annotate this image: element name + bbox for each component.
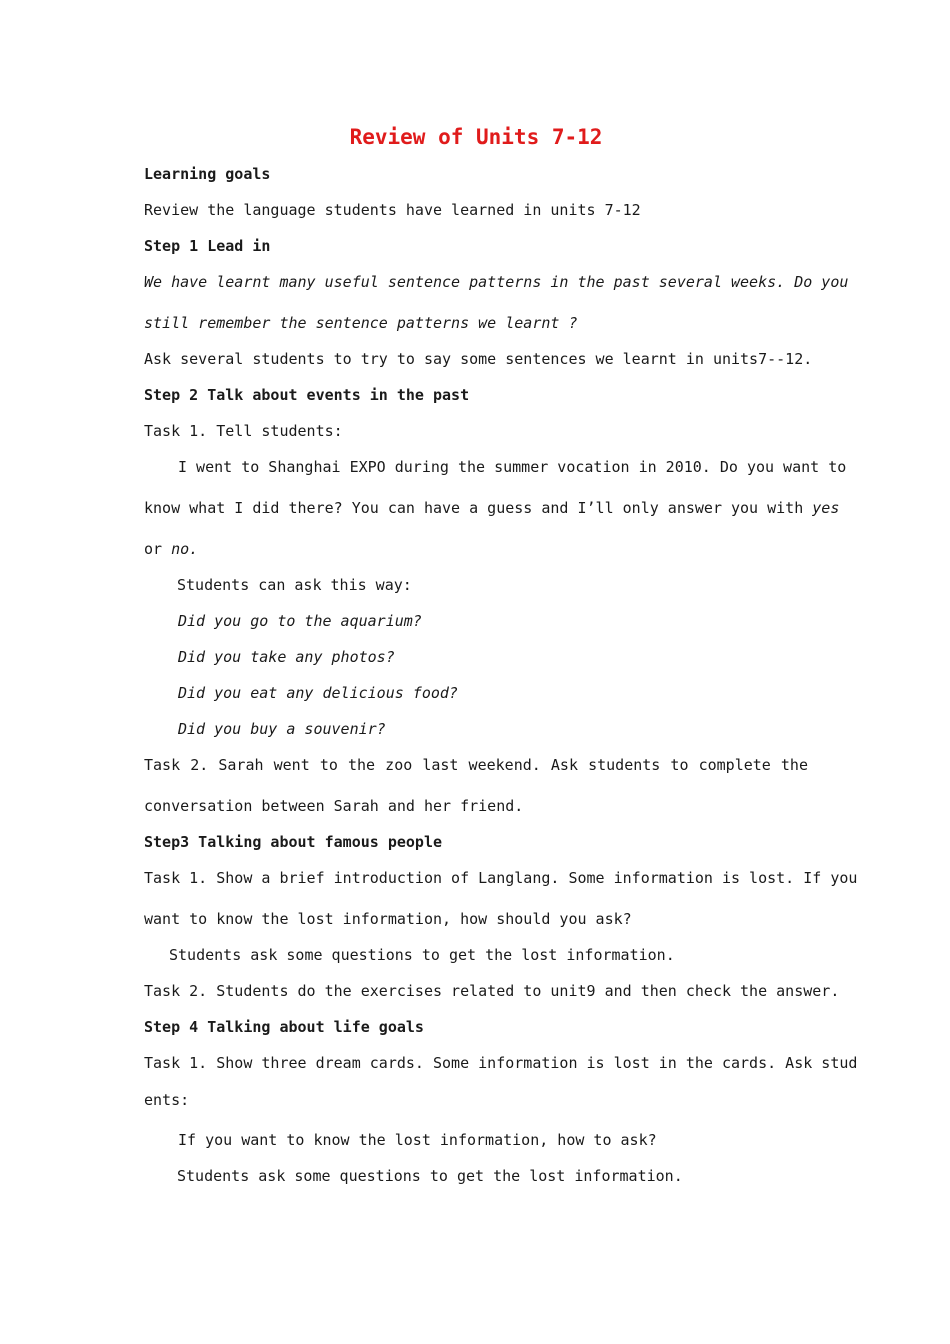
step2-paragraph-line2 xyxy=(144,498,840,518)
step2-task1-label: Task 1. Tell students: xyxy=(144,422,343,440)
learning-goals-heading: Learning goals xyxy=(144,165,271,183)
step2-heading: Step 2 Talk about events in the past xyxy=(144,386,470,404)
learning-goals-text: Review the language students have learned in units 7-12 xyxy=(144,201,641,219)
step2-ask-intro: Students can ask this way: xyxy=(177,576,412,594)
step3-task1-line2: want to know the lost information, how should you ask? xyxy=(144,910,632,928)
step3-heading: Step3 Talking about famous people xyxy=(144,833,443,851)
page-title: Review of Units 7-12 xyxy=(349,125,603,149)
step4-ask-line: If you want to know the lost information, how to ask? xyxy=(178,1131,657,1149)
step2-question: Did you eat any delicious food? xyxy=(178,684,458,702)
step4-task1-line1: Task 1. Show three dream cards. Some information is lost in the cards. Ask stud xyxy=(144,1054,858,1072)
step3-students-line: Students ask some questions to get the lost information. xyxy=(169,946,675,964)
step1-heading: Step 1 Lead in xyxy=(144,237,271,255)
step3-task1-line1: Task 1. Show a brief introduction of Langlang. Some information is lost. If you xyxy=(144,869,858,887)
step4-heading: Step 4 Talking about life goals xyxy=(144,1018,424,1036)
step3-task2: Task 2. Students do the exercises related to unit9 and then check the answer. xyxy=(144,982,840,1000)
step2-paragraph-line3 xyxy=(144,539,198,559)
step2-paragraph-line3-text: or xyxy=(144,540,172,558)
answer-no: no. xyxy=(171,540,199,558)
step2-question: Did you go to the aquarium? xyxy=(178,612,422,630)
step2-task2-line1: Task 2. Sarah went to the zoo last weekend. Ask students to complete the xyxy=(144,756,808,774)
step2-question: Did you buy a souvenir? xyxy=(178,720,386,738)
step1-italic-line2: still remember the sentence patterns we learnt ? xyxy=(144,314,578,332)
step4-students-line: Students ask some questions to get the lost information. xyxy=(177,1167,683,1185)
step2-question: Did you take any photos? xyxy=(178,648,395,666)
step4-task1-line2: ents: xyxy=(144,1091,190,1109)
step2-task2-line2: conversation between Sarah and her friend. xyxy=(144,797,524,815)
step2-paragraph-line1: I went to Shanghai EXPO during the summer vocation in 2010. Do you want to xyxy=(178,458,847,476)
answer-yes: yes xyxy=(812,499,840,517)
step1-italic-line1: We have learnt many useful sentence patterns in the past several weeks. Do you xyxy=(144,273,849,291)
step2-paragraph-line2-text: know what I did there? You can have a guess and I’ll only answer you with xyxy=(144,499,813,517)
step1-text: Ask several students to try to say some sentences we learnt in units7--12. xyxy=(144,350,813,368)
